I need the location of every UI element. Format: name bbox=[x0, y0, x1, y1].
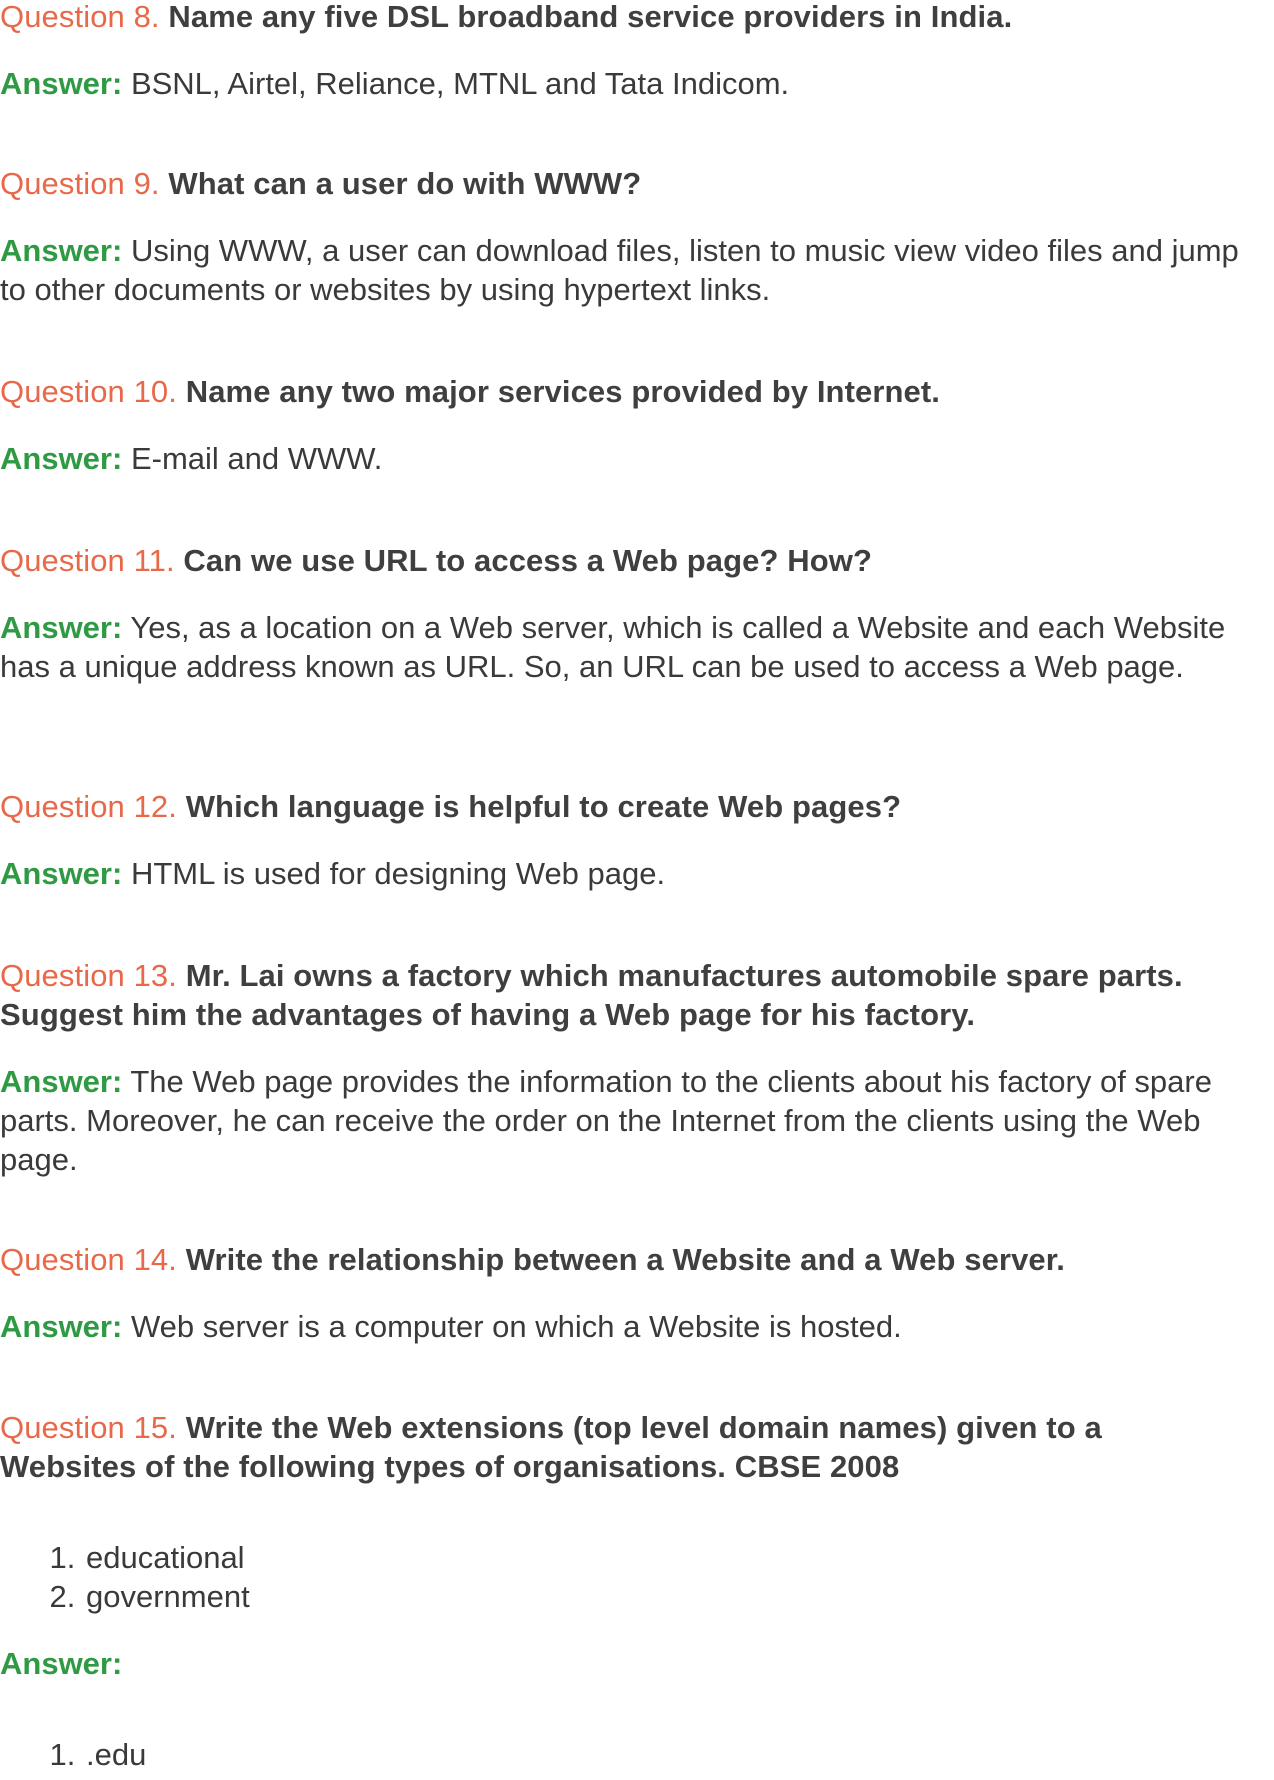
answer bbox=[0, 439, 1274, 478]
question-label: Question 8. bbox=[0, 0, 160, 34]
question-text: Write the Web extensions (top level domain names) given to a Websites of the following types of organisations. CBSE 2008 bbox=[0, 1410, 1102, 1484]
question bbox=[0, 0, 1274, 36]
qa-block-11 bbox=[0, 541, 1274, 686]
question-text: Name any two major services provided by Internet. bbox=[185, 374, 941, 409]
qa-block-13 bbox=[0, 956, 1274, 1179]
question-text: Name any five DSL broadband service providers in India. bbox=[168, 0, 1013, 34]
answer-items-list bbox=[0, 1735, 1274, 1774]
qa-block-15 bbox=[0, 1408, 1274, 1774]
answer-text: Using WWW, a user can download files, listen to music view video files and jump to other documents or websites by using hypertext links. bbox=[0, 233, 1239, 307]
question-text: What can a user do with WWW? bbox=[168, 166, 642, 201]
answer-label: Answer: bbox=[0, 1646, 123, 1681]
question-label: Question 13. bbox=[0, 958, 177, 993]
answer bbox=[0, 231, 1255, 309]
question-text: Write the relationship between a Website and a Web server. bbox=[185, 1242, 1065, 1277]
question bbox=[0, 372, 1274, 411]
question bbox=[0, 164, 1274, 203]
answer-label: Answer: bbox=[0, 856, 123, 891]
answer-text: HTML is used for designing Web page. bbox=[130, 856, 666, 891]
question-label: Question 15. bbox=[0, 1410, 177, 1445]
question bbox=[0, 541, 1274, 580]
question bbox=[0, 1240, 1274, 1279]
question-label: Question 11. bbox=[0, 543, 175, 578]
answer-label: Answer: bbox=[0, 66, 123, 101]
question-text: Can we use URL to access a Web page? How? bbox=[183, 543, 872, 578]
qa-block-14 bbox=[0, 1240, 1274, 1346]
question-items-list bbox=[0, 1538, 1274, 1616]
question-label: Question 14. bbox=[0, 1242, 177, 1277]
answer-label: Answer: bbox=[0, 1064, 123, 1099]
answer-text: The Web page provides the information to the clients about his factory of spare parts. Moreover, he can receive the order on the Internet from the clients using the Web page. bbox=[0, 1064, 1212, 1177]
answer bbox=[0, 1644, 1274, 1683]
list-item: 1. educational bbox=[84, 1538, 1274, 1577]
answer-label: Answer: bbox=[0, 441, 123, 476]
qa-block-8 bbox=[0, 0, 1274, 103]
qa-block-12 bbox=[0, 787, 1274, 893]
answer bbox=[0, 64, 1274, 103]
answer-label: Answer: bbox=[0, 1309, 123, 1344]
qa-block-10 bbox=[0, 372, 1274, 478]
answer-label: Answer: bbox=[0, 233, 123, 268]
answer bbox=[0, 608, 1250, 686]
answer-text: Yes, as a location on a Web server, which is called a Website and each Website has a unique address known as URL. So, an URL can be used to access a Web page. bbox=[0, 610, 1226, 684]
answer-label: Answer: bbox=[0, 610, 123, 645]
question-text: Which language is helpful to create Web pages? bbox=[185, 789, 902, 824]
list-item: 1. .edu bbox=[84, 1735, 1274, 1774]
answer bbox=[0, 854, 1274, 893]
question-label: Question 12. bbox=[0, 789, 177, 824]
question-label: Question 9. bbox=[0, 166, 160, 201]
answer bbox=[0, 1307, 1274, 1346]
question bbox=[0, 1408, 1200, 1486]
answer-text: BSNL, Airtel, Reliance, MTNL and Tata Indicom. bbox=[130, 66, 790, 101]
answer bbox=[0, 1062, 1255, 1179]
question-label: Question 10. bbox=[0, 374, 177, 409]
list-item: 2. government bbox=[84, 1577, 1274, 1616]
question bbox=[0, 956, 1274, 1034]
question-text: Mr. Lai owns a factory which manufactures automobile spare parts. Suggest him the advantages of having a Web page for his factory. bbox=[0, 958, 1183, 1032]
answer-text: Web server is a computer on which a Website is hosted. bbox=[130, 1309, 902, 1344]
question bbox=[0, 787, 1274, 826]
answer-text: E-mail and WWW. bbox=[130, 441, 383, 476]
qa-block-9 bbox=[0, 164, 1274, 309]
